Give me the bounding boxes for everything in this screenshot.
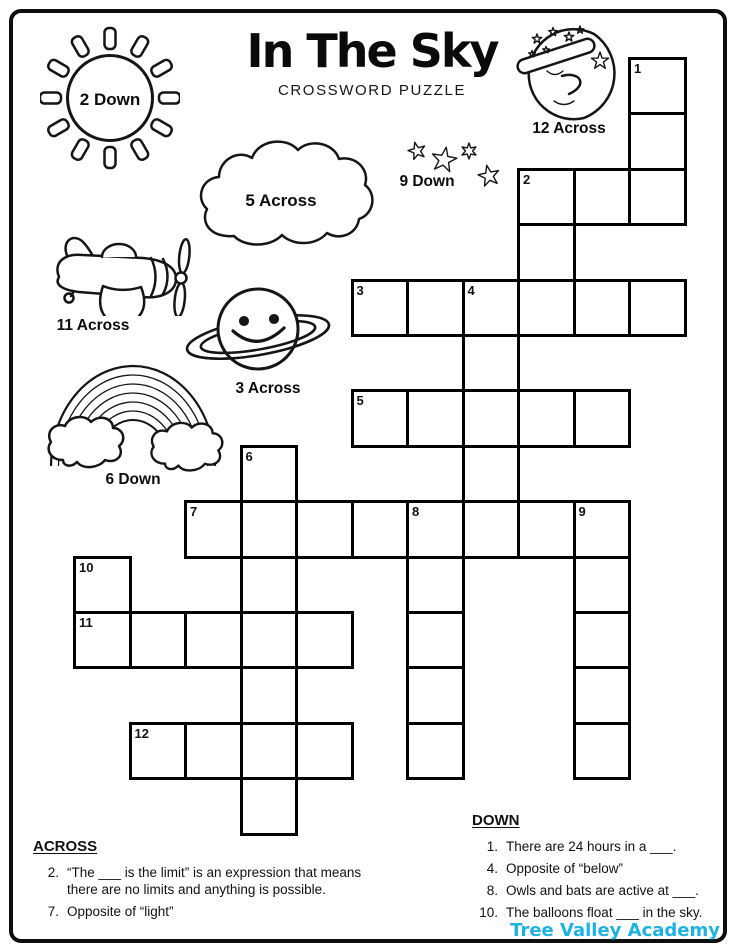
- sun-label: 2 Down: [79, 90, 141, 109]
- stars-label: 9 Down: [399, 173, 455, 190]
- grid-cell[interactable]: [406, 722, 465, 780]
- cell-number: 4: [467, 282, 475, 298]
- grid-cell[interactable]: [240, 666, 299, 724]
- grid-cell[interactable]: [295, 722, 354, 780]
- grid-cell[interactable]: [517, 500, 576, 558]
- grid-cell[interactable]: [295, 500, 354, 558]
- grid-cell[interactable]: [628, 57, 687, 115]
- grid-cell[interactable]: [573, 500, 632, 558]
- grid-cell[interactable]: [240, 611, 299, 669]
- across-clue-list: [33, 864, 383, 920]
- grid-cell[interactable]: [517, 279, 576, 337]
- grid-cell[interactable]: [628, 279, 687, 337]
- clue-text: Opposite of “light”: [67, 904, 174, 919]
- cell-number: 1: [634, 61, 642, 76]
- grid-cell[interactable]: [240, 556, 299, 614]
- clue-number: 10.: [479, 905, 498, 920]
- grid-cell[interactable]: [351, 389, 410, 447]
- grid-cell[interactable]: [295, 611, 354, 669]
- grid-cell[interactable]: [573, 611, 632, 669]
- planet-label: 3 Across: [235, 380, 301, 397]
- across-heading: ACROSS: [33, 838, 98, 855]
- cell-number: 8: [412, 504, 420, 520]
- grid-cell[interactable]: [517, 223, 576, 281]
- airplane-label: 11 Across: [56, 317, 130, 334]
- cell-number: 3: [356, 282, 364, 298]
- grid-cell[interactable]: [406, 279, 465, 337]
- grid-cell[interactable]: [573, 168, 632, 226]
- grid-cell[interactable]: [462, 279, 521, 337]
- grid-cell[interactable]: [573, 279, 632, 337]
- down-clues-section: [472, 812, 732, 926]
- clue-number: 8.: [486, 883, 498, 898]
- grid-cell[interactable]: [406, 611, 465, 669]
- grid-cell[interactable]: [573, 722, 632, 780]
- grid-cell[interactable]: [351, 279, 410, 337]
- cell-number: 10: [79, 559, 94, 575]
- cell-number: 9: [578, 504, 586, 520]
- cloud-label: 5 Across: [245, 191, 317, 210]
- moon-label: 12 Across: [532, 120, 606, 137]
- grid-cell[interactable]: [129, 722, 188, 780]
- grid-cell[interactable]: [517, 389, 576, 447]
- clue-number: 4.: [486, 861, 498, 876]
- airplane-icon: [45, 230, 205, 316]
- grid-cell[interactable]: [129, 611, 188, 669]
- grid-cell[interactable]: [573, 389, 632, 447]
- grid-cell[interactable]: [240, 722, 299, 780]
- clue-item: [33, 864, 383, 898]
- grid-cell[interactable]: [462, 445, 521, 503]
- page-subtitle: CROSSWORD PUZZLE: [277, 82, 467, 99]
- down-clue-list: [472, 838, 732, 921]
- grid-cell[interactable]: [240, 445, 299, 503]
- clue-text: The balloons float ___ in the sky.: [506, 905, 703, 920]
- grid-cell[interactable]: [351, 500, 410, 558]
- grid-cell[interactable]: [406, 556, 465, 614]
- cell-number: 2: [523, 171, 531, 187]
- clue-item: [472, 904, 732, 921]
- clue-item: [472, 838, 732, 855]
- grid-cell[interactable]: [406, 666, 465, 724]
- grid-cell[interactable]: [462, 334, 521, 392]
- across-clues-section: [33, 838, 383, 925]
- grid-cell[interactable]: [628, 168, 687, 226]
- rainbow-icon: [45, 362, 230, 488]
- cell-number: 11: [79, 615, 93, 630]
- clue-number: 7.: [47, 904, 59, 919]
- grid-cell[interactable]: [406, 500, 465, 558]
- rainbow-label: 6 Down: [105, 471, 161, 488]
- grid-cell[interactable]: [184, 500, 243, 558]
- grid-cell[interactable]: [628, 112, 687, 170]
- grid-cell[interactable]: [240, 500, 299, 558]
- grid-cell[interactable]: [462, 500, 521, 558]
- cell-number: 12: [134, 725, 149, 741]
- cell-number: 6: [245, 448, 253, 464]
- page-title: In The Sky: [246, 24, 498, 78]
- grid-cell[interactable]: [406, 389, 465, 447]
- clue-item: [472, 882, 732, 899]
- clue-text: There are 24 hours in a ___.: [506, 839, 677, 854]
- grid-cell[interactable]: [184, 611, 243, 669]
- moon-icon: [512, 24, 637, 126]
- grid-cell[interactable]: [573, 556, 632, 614]
- brand-credit: Tree Valley Academy: [510, 920, 720, 941]
- down-heading: DOWN: [472, 812, 520, 829]
- clue-text: Opposite of “below”: [506, 861, 624, 876]
- cell-number: 7: [190, 504, 198, 520]
- grid-cell[interactable]: [240, 777, 299, 835]
- clue-item: [472, 860, 732, 877]
- grid-cell[interactable]: [573, 666, 632, 724]
- grid-cell[interactable]: [462, 389, 521, 447]
- grid-cell[interactable]: [73, 611, 132, 669]
- grid-cell[interactable]: [73, 556, 132, 614]
- clue-item: [33, 903, 383, 920]
- clue-text: Owls and bats are active at ___.: [506, 883, 699, 898]
- grid-cell[interactable]: [184, 722, 243, 780]
- grid-cell[interactable]: [517, 168, 576, 226]
- clue-number: 2.: [47, 865, 59, 880]
- cell-number: 5: [356, 393, 364, 409]
- clue-text: “The ___ is the limit” is an expression that means there are no limits and anything is possible.: [67, 865, 362, 897]
- clue-number: 1.: [486, 839, 498, 854]
